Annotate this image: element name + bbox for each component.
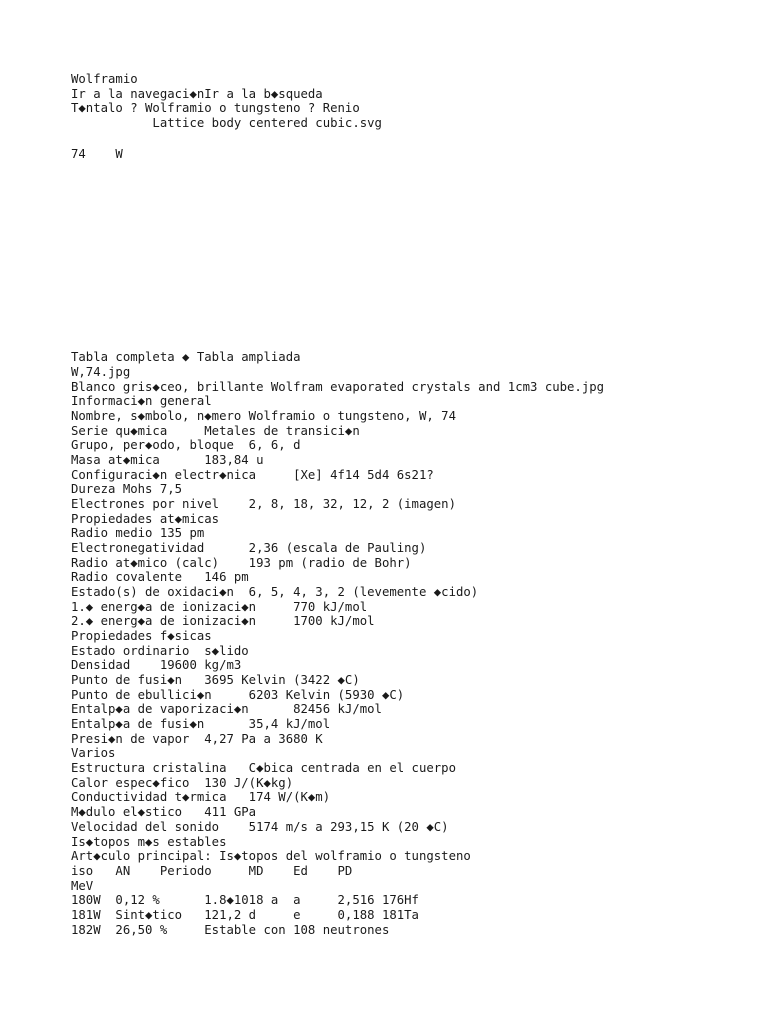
row-atomic-mass: Masa at◆mica 183,84 u: [71, 453, 264, 467]
isotope-row: 180W 0,12 % 1.8◆1018 a a 2,516 176Hf: [71, 893, 419, 907]
element-neighbors[interactable]: T◆ntalo ? Wolframio o tungsteno ? Renio: [71, 101, 360, 115]
row-vapor-pressure: Presi◆n de vapor 4,27 Pa a 3680 K: [71, 732, 323, 746]
row-oxidation-states: Estado(s) de oxidaci◆n 6, 5, 4, 3, 2 (levemente ◆cido): [71, 585, 479, 599]
row-atomic-radius-calc: Radio at◆mico (calc) 193 pm (radio de Bohr): [71, 556, 412, 570]
navigation-links[interactable]: Ir a la navegaci◆nIr a la b◆squeda: [71, 87, 323, 101]
isotopes-unit-label: MeV: [71, 879, 94, 893]
row-ordinary-state: Estado ordinario s◆lido: [71, 644, 249, 658]
lattice-image-caption: Lattice body centered cubic.svg: [71, 116, 382, 130]
row-crystal-structure: Estructura cristalina C◆bica centrada en el cuerpo: [71, 761, 456, 775]
row-elastic-modulus: M◆dulo el◆stico 411 GPa: [71, 805, 257, 819]
row-density: Densidad 19600 kg/m3: [71, 658, 242, 672]
row-first-ionization: 1.◆ energ◆a de ionizaci◆n 770 kJ/mol: [71, 600, 368, 614]
row-electronegativity: Electronegatividad 2,36 (escala de Pauling): [71, 541, 427, 555]
table-links[interactable]: Tabla completa ◆ Tabla ampliada: [71, 350, 301, 364]
row-group-period-block: Grupo, per◆odo, bloque 6, 6, d: [71, 438, 301, 452]
section-heading-misc: Varios: [71, 746, 116, 760]
row-specific-heat: Calor espec◆fico 130 J/(K◆kg): [71, 776, 294, 790]
row-sound-speed: Velocidad del sonido 5174 m/s a 293,15 K (20 ◆C): [71, 820, 449, 834]
section-heading-general: Informaci◆n general: [71, 394, 212, 408]
row-mohs-hardness: Dureza Mohs 7,5: [71, 482, 183, 496]
row-electrons-per-shell: Electrones por nivel 2, 8, 18, 32, 12, 2 (imagen): [71, 497, 456, 511]
row-thermal-conductivity: Conductividad t◆rmica 174 W/(K◆m): [71, 790, 331, 804]
row-electron-configuration: Configuraci◆n electr◆nica [Xe] 4f14 5d4 6s21?: [71, 468, 434, 482]
appearance-row: Blanco gris◆ceo, brillante Wolfram evaporated crystals and 1cm3 cube.jpg: [71, 380, 605, 394]
isotopes-column-headers: iso AN Periodo MD Ed PD: [71, 864, 353, 878]
row-melting-point: Punto de fusi◆n 3695 Kelvin (3422 ◆C): [71, 673, 360, 687]
isotopes-article-link[interactable]: Art◆culo principal: Is◆topos del wolframio o tungsteno: [71, 849, 471, 863]
section-heading-atomic: Propiedades at◆micas: [71, 512, 220, 526]
row-name-symbol-number: Nombre, s◆mbolo, n◆mero Wolframio o tungsteno, W, 74: [71, 409, 456, 423]
page-title: Wolframio: [71, 72, 138, 86]
row-second-ionization: 2.◆ energ◆a de ionizaci◆n 1700 kJ/mol: [71, 614, 375, 628]
section-heading-isotopes: Is◆topos m◆s estables: [71, 835, 227, 849]
isotope-row: 181W Sint◆tico 121,2 d e 0,188 181Ta: [71, 908, 419, 922]
row-vaporization-enthalpy: Entalp◆a de vaporizaci◆n 82456 kJ/mol: [71, 702, 382, 716]
row-mean-radius: Radio medio 135 pm: [71, 526, 205, 540]
atomic-number-symbol: 74 W: [71, 147, 123, 161]
row-fusion-enthalpy: Entalp◆a de fusi◆n 35,4 kJ/mol: [71, 717, 331, 731]
element-image-name: W,74.jpg: [71, 365, 131, 379]
row-boiling-point: Punto de ebullici◆n 6203 Kelvin (5930 ◆C): [71, 688, 405, 702]
row-covalent-radius: Radio covalente 146 pm: [71, 570, 249, 584]
row-chemical-series: Serie qu◆mica Metales de transici◆n: [71, 424, 360, 438]
isotope-row: 182W 26,50 % Estable con 108 neutrones: [71, 923, 390, 937]
section-heading-physical: Propiedades f◆sicas: [71, 629, 212, 643]
